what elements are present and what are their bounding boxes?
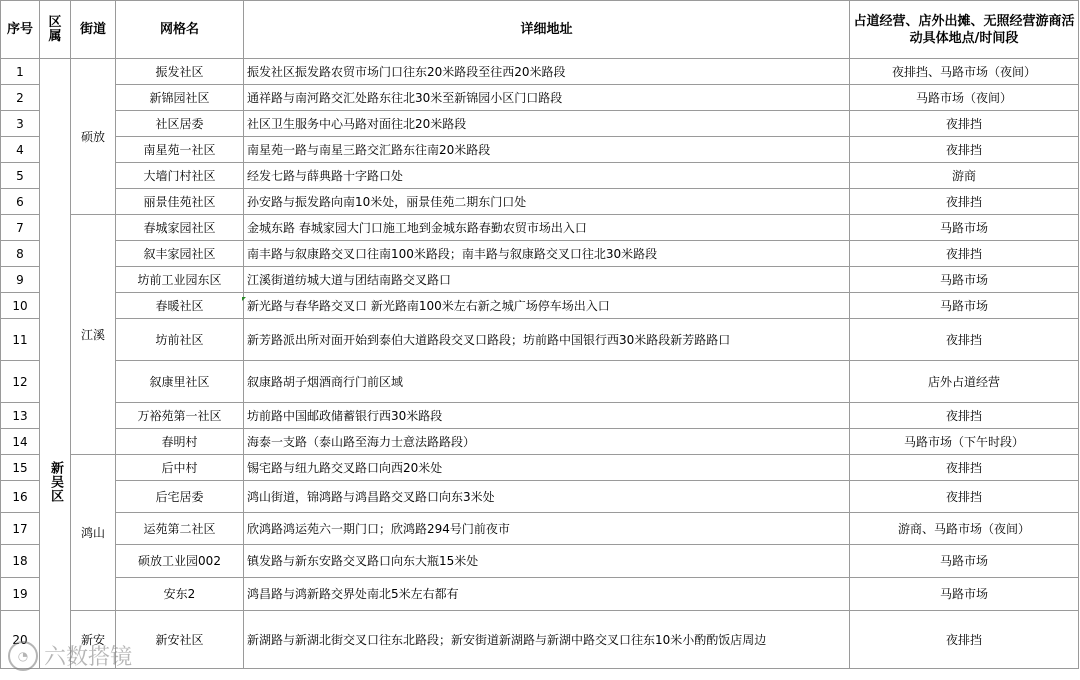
cell-activity: 马路市场 [850, 215, 1079, 241]
cell-seq: 8 [1, 241, 40, 267]
table-row [1, 481, 1079, 513]
cell-address: 叙康路胡子烟酒商行门前区域 [244, 361, 850, 403]
cell-address: 海泰一支路（泰山路至海力士意法路路段） [244, 429, 850, 455]
cell-comment-marker [242, 297, 246, 301]
cell-address: 锡宅路与纽九路交叉路口向西20米处 [244, 455, 850, 481]
cell-seq: 17 [1, 513, 40, 545]
cell-address: 经发七路与薛典路十字路口处 [244, 163, 850, 189]
cell-activity: 夜排挡 [850, 189, 1079, 215]
cell-grid: 坊前社区 [116, 319, 244, 361]
cell-seq: 4 [1, 137, 40, 163]
street-cell: 新安 [71, 611, 116, 669]
cell-activity: 马路市场 [850, 267, 1079, 293]
table-row [1, 137, 1079, 163]
cell-address: 新光路与春华路交叉口 新光路南100米左右新之城广场停车场出入口 [244, 293, 850, 319]
cell-grid: 运苑第二社区 [116, 513, 244, 545]
cell-grid: 叙康里社区 [116, 361, 244, 403]
cell-activity: 夜排挡 [850, 241, 1079, 267]
cell-seq: 15 [1, 455, 40, 481]
cell-seq: 11 [1, 319, 40, 361]
cell-activity: 马路市场 [850, 293, 1079, 319]
district-cell [40, 59, 71, 669]
cell-seq: 5 [1, 163, 40, 189]
header-grid: 网格名 [116, 1, 244, 59]
table-row [1, 361, 1079, 403]
cell-seq: 13 [1, 403, 40, 429]
cell-activity: 夜排挡 [850, 481, 1079, 513]
table-row [1, 215, 1079, 241]
cell-seq: 18 [1, 545, 40, 578]
cell-activity: 游商、马路市场（夜间） [850, 513, 1079, 545]
cell-activity: 马路市场 [850, 578, 1079, 611]
cell-seq: 2 [1, 85, 40, 111]
table-row [1, 545, 1079, 578]
table-row [1, 578, 1079, 611]
header-row [1, 1, 1079, 59]
street-cell: 硕放 [71, 59, 116, 215]
cell-activity: 店外占道经营 [850, 361, 1079, 403]
cell-activity: 夜排挡、马路市场（夜间） [850, 59, 1079, 85]
cell-activity: 游商 [850, 163, 1079, 189]
cell-seq: 19 [1, 578, 40, 611]
cell-grid: 硕放工业园002 [116, 545, 244, 578]
cell-seq: 7 [1, 215, 40, 241]
street-cell: 鸿山 [71, 455, 116, 611]
cell-activity: 夜排挡 [850, 455, 1079, 481]
cell-activity: 马路市场（夜间） [850, 85, 1079, 111]
cell-seq: 14 [1, 429, 40, 455]
cell-activity: 夜排挡 [850, 611, 1079, 669]
cell-activity: 夜排挡 [850, 111, 1079, 137]
table-row [1, 241, 1079, 267]
cell-address: 江溪街道纺城大道与团结南路交叉路口 [244, 267, 850, 293]
cell-address: 鸿昌路与鸿新路交界处南北5米左右都有 [244, 578, 850, 611]
cell-address: 金城东路 春城家园大门口施工地到金城东路春勤农贸市场出入口 [244, 215, 850, 241]
cell-grid: 南星苑一社区 [116, 137, 244, 163]
cell-address: 欣鸿路鸿运苑六一期门口；欣鸿路294号门前夜市 [244, 513, 850, 545]
cell-grid: 新安社区 [116, 611, 244, 669]
cell-activity: 夜排挡 [850, 319, 1079, 361]
cell-grid: 春明村 [116, 429, 244, 455]
cell-address: 孙安路与振发路向南10米处，丽景佳苑二期东门口处 [244, 189, 850, 215]
cell-grid: 安东2 [116, 578, 244, 611]
cell-address: 南丰路与叙康路交叉口往南100米路段；南丰路与叙康路交叉口往北30米路段 [244, 241, 850, 267]
cell-activity: 马路市场（下午时段） [850, 429, 1079, 455]
table-row [1, 455, 1079, 481]
table-row [1, 319, 1079, 361]
cell-seq: 1 [1, 59, 40, 85]
cell-seq: 20 [1, 611, 40, 669]
cell-grid: 丽景佳苑社区 [116, 189, 244, 215]
watermark-text: 六数搭镜 [44, 645, 133, 670]
cell-seq: 3 [1, 111, 40, 137]
cell-address: 新湖路与新湖北街交叉口往东北路段；新安街道新湖路与新湖中路交叉口往东10米小酌酌饭店周边 [244, 611, 850, 669]
cell-address: 振发社区振发路农贸市场门口往东20米路段至往西20米路段 [244, 59, 850, 85]
header-district: 区属 [40, 1, 71, 59]
cell-grid: 振发社区 [116, 59, 244, 85]
table-row [1, 163, 1079, 189]
cell-seq: 12 [1, 361, 40, 403]
table-row [1, 85, 1079, 111]
cell-seq: 9 [1, 267, 40, 293]
cell-grid: 后宅居委 [116, 481, 244, 513]
cell-grid: 叙丰家园社区 [116, 241, 244, 267]
cell-grid: 万裕苑第一社区 [116, 403, 244, 429]
cell-activity: 马路市场 [850, 545, 1079, 578]
header-address: 详细地址 [244, 1, 850, 59]
watermark-logo-icon: ◔ [8, 641, 38, 671]
street-cell: 江溪 [71, 215, 116, 455]
cell-grid: 新锦园社区 [116, 85, 244, 111]
table-row [1, 293, 1079, 319]
table-row [1, 267, 1079, 293]
cell-seq: 10 [1, 293, 40, 319]
cell-address: 新芳路派出所对面开始到泰伯大道路段交叉口路段；坊前路中国银行西30米路段新芳路路口 [244, 319, 850, 361]
cell-grid: 春暖社区 [116, 293, 244, 319]
cell-activity: 夜排挡 [850, 137, 1079, 163]
cell-address: 镇发路与新东安路交叉路口向东大瓶15米处 [244, 545, 850, 578]
header-activity: 占道经营、店外出摊、无照经营游商活动具体地点/时间段 [850, 1, 1079, 59]
cell-address: 坊前路中国邮政储蓄银行西30米路段 [244, 403, 850, 429]
header-seq: 序号 [1, 1, 40, 59]
cell-address: 社区卫生服务中心马路对面往北20米路段 [244, 111, 850, 137]
district-label: 新吴区 [48, 461, 63, 503]
cell-grid: 春城家园社区 [116, 215, 244, 241]
cell-grid: 大墙门村社区 [116, 163, 244, 189]
cell-seq: 16 [1, 481, 40, 513]
cell-seq: 6 [1, 189, 40, 215]
cell-address: 通祥路与南河路交汇处路东往北30米至新锦园小区门口路段 [244, 85, 850, 111]
cell-grid: 后中村 [116, 455, 244, 481]
watermark [8, 640, 132, 671]
table-row [1, 111, 1079, 137]
table-row [1, 611, 1079, 669]
table-row [1, 189, 1079, 215]
header-street: 街道 [71, 1, 116, 59]
table-row [1, 513, 1079, 545]
table-row [1, 59, 1079, 85]
cell-grid: 社区居委 [116, 111, 244, 137]
table-row [1, 429, 1079, 455]
cell-activity: 夜排挡 [850, 403, 1079, 429]
cell-address: 南星苑一路与南星三路交汇路东往南20米路段 [244, 137, 850, 163]
cell-address: 鸿山街道，锦鸿路与鸿昌路交叉路口向东3米处 [244, 481, 850, 513]
cell-grid: 坊前工业园东区 [116, 267, 244, 293]
table-row [1, 403, 1079, 429]
